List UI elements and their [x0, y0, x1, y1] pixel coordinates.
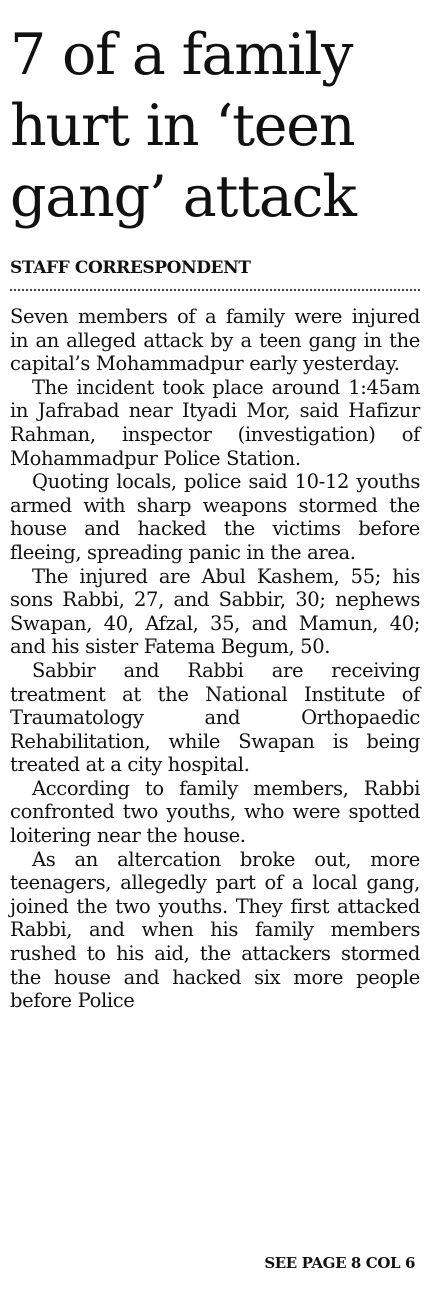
continuation-line: SEE PAGE 8 COL 6 — [264, 1254, 415, 1272]
byline: STAFF CORRESPONDENT — [10, 258, 251, 278]
headline-line-3: gang’ attack — [10, 164, 356, 230]
headline-line-1: 7 of a family — [10, 22, 353, 88]
paragraph-7: As an altercation broke out, more teenagers, allegedly part of a local gang, joined the two youths. They first attacked Rabbi, and when his family members rushed to his aid, the attackers stormed the house and hacked six more people before Police — [10, 847, 420, 1013]
news-article — [8, 0, 421, 1290]
paragraph-3: Quoting locals, police said 10-12 youths armed with sharp weapons stormed the house and hacked the victims before fleeing, spreading panic in the area. — [10, 470, 420, 564]
paragraph-6: According to family members, Rabbi confronted two youths, who were spotted loitering near the house. — [10, 776, 420, 848]
headline — [10, 20, 421, 233]
dotted-divider — [10, 289, 420, 291]
headline-line-2: hurt in ‘teen — [10, 93, 355, 159]
paragraph-4: The injured are Abul Kashem, 55; his sons Rabbi, 27, and Sabbir, 30; nephews Swapan, 40, Afzal, 35, and Mamun, 40; and his sister Fatema Begum, 50. — [10, 564, 420, 659]
paragraph-5: Sabbir and Rabbi are receiving treatment at the National Institute of Traumatology and Orthopaedic Rehabilitation, while Swapan is being treated at a city hospital. — [10, 658, 420, 777]
paragraph-2: The incident took place around 1:45am in Jafrabad near Ityadi Mor, said Hafizur Rahman, inspector (investigation) of Mohammadpur Police Station. — [10, 375, 420, 470]
paragraph-1: Seven members of a family were injured in an alleged attack by a teen gang in the capital’s Mohammadpur early yesterday. — [10, 305, 420, 376]
article-body — [8, 305, 420, 1013]
